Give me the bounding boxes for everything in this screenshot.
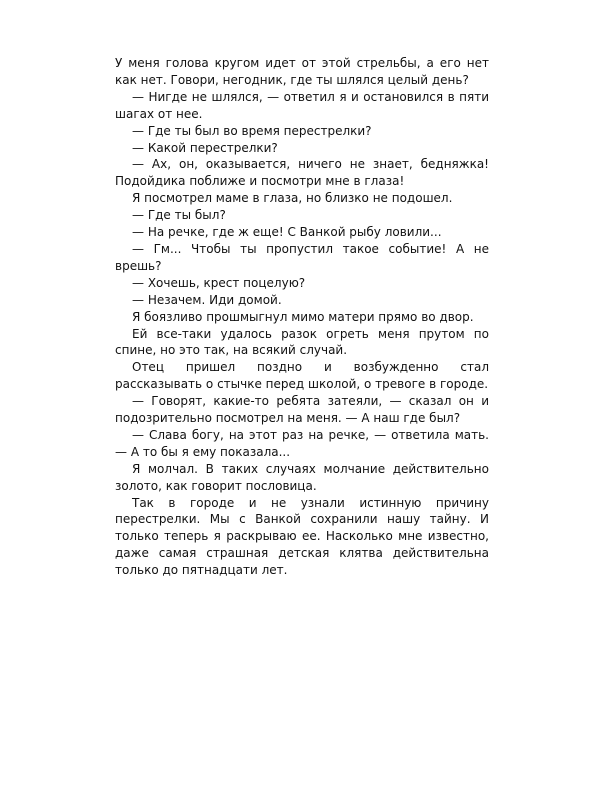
paragraph: — Ах, он, оказывается, ничего не знает, бедняжка! Подойдика поближе и посмотри мне в глаза! xyxy=(115,157,489,189)
paragraph: — На речке, где ж еще! С Ванкой рыбу ловили... xyxy=(132,225,442,240)
paragraph: Так в городе и не узнали истинную причину перестрелки. Мы с Ванкой сохранили нашу тайну. И только теперь я раскрываю ее. Насколько мне известно, даже самая страшная детская клятва действительна только до пятнадцати лет. xyxy=(115,495,489,578)
paragraph: — Слава богу, на этот раз на речке, — ответила мать. — А то бы я ему показала... xyxy=(115,427,489,459)
paragraph: — Хочешь, крест поцелую? xyxy=(132,275,306,290)
paragraph: — Говорят, какие-то ребята затеяли, — сказал он и подозрительно посмотрел на меня. — А наш где был? xyxy=(115,394,489,426)
story-text xyxy=(115,55,489,579)
paragraph: Я боязливо прошмыгнул мимо матери прямо во двор. xyxy=(132,309,474,324)
paragraph: — Где ты был во время перестрелки? xyxy=(132,123,372,138)
paragraph: Я посмотрел маме в глаза, но близко не подошел. xyxy=(132,191,453,206)
paragraph: Ей все-таки удалось разок огреть меня прутом по спине, но это так, на всякий случай. xyxy=(115,326,489,358)
paragraph: — Незачем. Иди домой. xyxy=(132,292,282,307)
paragraph: Отец пришел поздно и возбужденно стал рассказывать о стычке перед школой, о тревоге в городе. xyxy=(115,360,489,392)
paragraph: — Какой перестрелки? xyxy=(132,140,278,155)
paragraph: Я молчал. В таких случаях молчание действительно золото, как говорит пословица. xyxy=(115,461,489,493)
paragraph: У меня голова кругом идет от этой стрельбы, а его нет как нет. Говори, негодник, где ты шлялся целый день? xyxy=(115,56,489,87)
paragraph: — Где ты был? xyxy=(132,208,226,223)
paragraph: — Гм... Чтобы ты пропустил такое событие! А не врешь? xyxy=(115,241,489,273)
paragraph: — Нигде не шлялся, — ответил я и остановился в пяти шагах от нее. xyxy=(115,89,489,121)
